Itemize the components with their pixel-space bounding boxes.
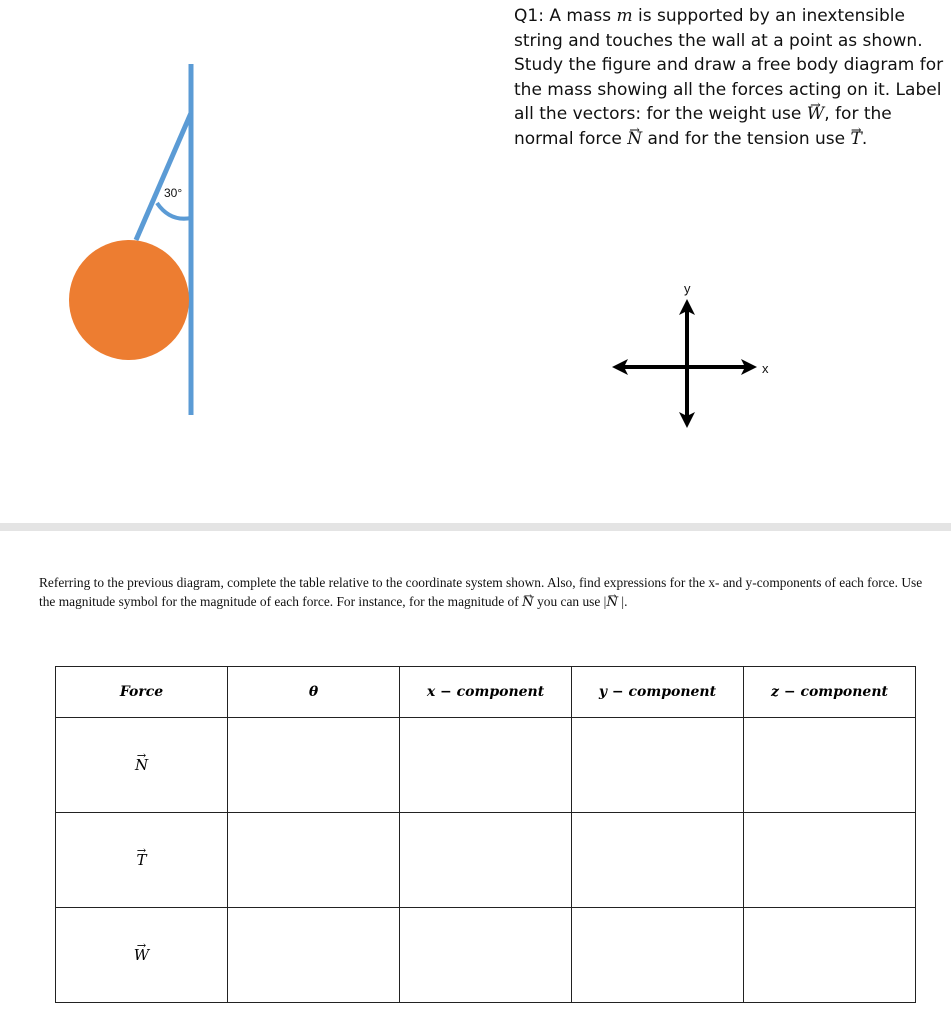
instructions-text: Referring to the previous diagram, complete the table relative to the coordinate system shown. Also, find expressions for the x- and y-components of each force. Use the magnitude symbol for the magnitude of each force. For instance, for the magnitude of → N you can use |→ N |.	[39, 573, 939, 612]
page-2	[0, 531, 951, 1024]
n-magnitude-symbol: → N	[606, 593, 618, 612]
force-cell-w: → W	[56, 908, 228, 1003]
table-row	[56, 718, 916, 813]
y-component-cell[interactable]	[572, 908, 744, 1003]
n-vector-symbol: → N	[522, 593, 534, 612]
mass-ball	[69, 240, 189, 360]
theta-cell[interactable]	[228, 718, 400, 813]
table-header-row	[56, 667, 916, 718]
tension-vector-symbol: → T	[851, 127, 862, 152]
table-row	[56, 813, 916, 908]
x-component-cell[interactable]	[400, 813, 572, 908]
wall-mass-figure	[0, 0, 240, 430]
force-cell-n: → N	[56, 718, 228, 813]
theta-cell[interactable]	[228, 813, 400, 908]
force-components-table	[55, 666, 916, 1003]
y-component-cell[interactable]	[572, 718, 744, 813]
weight-vector-symbol: → W	[807, 102, 824, 127]
x-axis-label: x	[762, 361, 769, 376]
theta-cell[interactable]	[228, 908, 400, 1003]
page-separator	[0, 523, 951, 531]
z-component-cell[interactable]	[744, 908, 916, 1003]
coordinate-axes	[600, 270, 790, 440]
question-text: Q1: A mass m is supported by an inextensible string and touches the wall at a point as shown. Study the figure and draw a free body diagram for the mass showing all the forces acting on it. Label all the vectors: for the weight use → W, for the normal force → N and for the tension use → T.	[514, 4, 944, 151]
z-component-cell[interactable]	[744, 813, 916, 908]
table-row	[56, 908, 916, 1003]
normal-vector-symbol: → N	[627, 127, 642, 152]
x-component-cell[interactable]	[400, 718, 572, 813]
header-z-component: z − component	[744, 667, 916, 718]
header-x-component: x − component	[400, 667, 572, 718]
header-force: Force	[56, 667, 228, 718]
angle-label: 30°	[164, 186, 183, 200]
x-component-cell[interactable]	[400, 908, 572, 1003]
string-line	[136, 113, 191, 240]
angle-arc	[157, 203, 191, 219]
y-component-cell[interactable]	[572, 813, 744, 908]
header-theta: θ	[228, 667, 400, 718]
y-axis-label: y	[684, 281, 691, 296]
force-cell-t: → T	[56, 813, 228, 908]
header-y-component: y − component	[572, 667, 744, 718]
mass-symbol: m	[616, 6, 633, 26]
z-component-cell[interactable]	[744, 718, 916, 813]
